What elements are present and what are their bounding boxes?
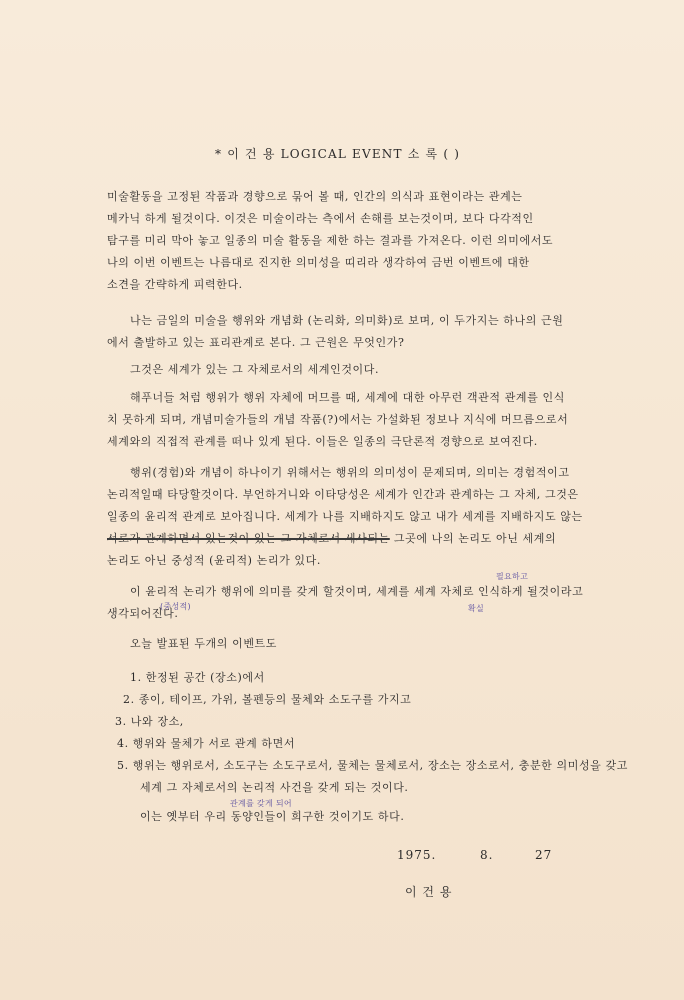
para4-line1: 해푸너들 처럼 행위가 행위 자체에 머므를 때, 세계에 대한 아무런 객관적 관계를 인식: [130, 391, 565, 404]
para5-line2: 논리적일때 타당할것이다. 부언하거니와 이타당성은 세계가 인간과 관계하는 그 자체, 그것은: [107, 488, 579, 501]
list-item-1: 1. 한정된 공간 (장소)에서: [130, 671, 265, 684]
list-item-4: 4. 행위와 물체가 서로 관계 하면서: [117, 737, 296, 750]
handwritten-annotation-concrete: 확실: [468, 604, 485, 613]
para3-line: 그것은 세계가 있는 그 자체로서의 세계인것이다.: [130, 363, 380, 376]
list-item-5: 5. 행위는 행위로서, 소도구는 소도구로서, 물체는 물체로서, 장소는 장소로서, 충분한 의미성을 갖고: [117, 759, 628, 772]
para2-line1: 나는 금일의 미술을 행위와 개념화 (논리화, 의미화)로 보며, 이 두가지는 하나의 근원: [130, 314, 564, 327]
date-day: 27: [535, 848, 553, 862]
list-continuation: 세계 그 자체로서의 논리적 사건을 갖게 되는 것이다.: [140, 781, 409, 794]
para2-line2: 에서 출발하고 있는 표리관계로 본다. 그 근원은 무엇인가?: [107, 336, 405, 349]
handwritten-annotation-consequence: 필요하고: [496, 572, 529, 581]
list-item-2: 2. 종이, 테이프, 가위, 볼펜등의 물체와 소도구를 가지고: [123, 693, 412, 706]
handwritten-annotation-ethical: (중성적): [160, 602, 191, 611]
para1-line3: 탐구를 미리 막아 놓고 일종의 미술 활동을 제한 하는 결과를 가져온다. 이런 의미에서도: [107, 234, 554, 247]
para6-line1: 이 윤리적 논리가 행위에 의미를 갖게 할것이며, 세계를 세계 자체로 인식하게 될것이라고: [130, 585, 584, 598]
struck-text: 서로가 관계하면서 있는것이 있는 그 자체로서 세사되는: [107, 532, 390, 545]
para1-line4: 나의 이번 이벤트는 나름대로 진지한 의미성을 띠리라 생각하여 금번 이벤트에 대한: [107, 256, 530, 269]
para6-line2: 생각되어진다.: [107, 607, 179, 620]
para1-line5: 소견을 간략하게 피력한다.: [107, 278, 243, 291]
date-month: 8.: [480, 848, 494, 862]
list-intro: 오늘 발표된 두개의 이벤트도: [130, 637, 278, 650]
author-name: 이 건 용: [405, 885, 453, 899]
para4-line2: 치 못하게 되며, 개념미술가들의 개념 작품(?)에서는 가설화된 정보나 지식에 머므름으로서: [107, 413, 569, 426]
para4-line3: 세계와의 직접적 관계를 떠나 있게 된다. 이들은 일종의 극단론적 경향으로 보여진다.: [107, 435, 538, 448]
para1-line1: 미술활동을 고정된 작품과 경향으로 묶어 볼 때, 인간의 의식과 표현이라는 관계는: [107, 190, 523, 203]
para5-line4: [107, 532, 556, 546]
list-item-3: 3. 나와 장소,: [115, 715, 184, 728]
para5-line3: 일종의 윤리적 관계로 보아집니다. 세계가 나를 지배하지도 않고 내가 세계를 지배하지도 않는: [107, 510, 583, 523]
handwritten-annotation-logic: 관계를 갖게 되어: [230, 799, 292, 808]
para5-line1: 행위(경험)와 개념이 하나이기 위해서는 행위의 의미성이 문제되며, 의미는 경험적이고: [130, 466, 570, 479]
closing-sentence: 이는 옛부터 우리 동양인들이 희구한 것이기도 하다.: [140, 810, 405, 823]
date-year: 1975.: [397, 848, 437, 862]
para5-after-strike: 그곳에 나의 논리도 아닌 세계의: [389, 532, 557, 545]
para5-line5: 논리도 아닌 중성적 (윤리적) 논리가 있다.: [107, 554, 321, 567]
document-title: * 이 건 용 LOGICAL EVENT 소 록 ( ): [215, 147, 461, 161]
para1-line2: 메카닉 하게 될것이다. 이것은 미술이라는 측에서 손해를 보는것이며, 보다 다각적인: [107, 212, 534, 225]
